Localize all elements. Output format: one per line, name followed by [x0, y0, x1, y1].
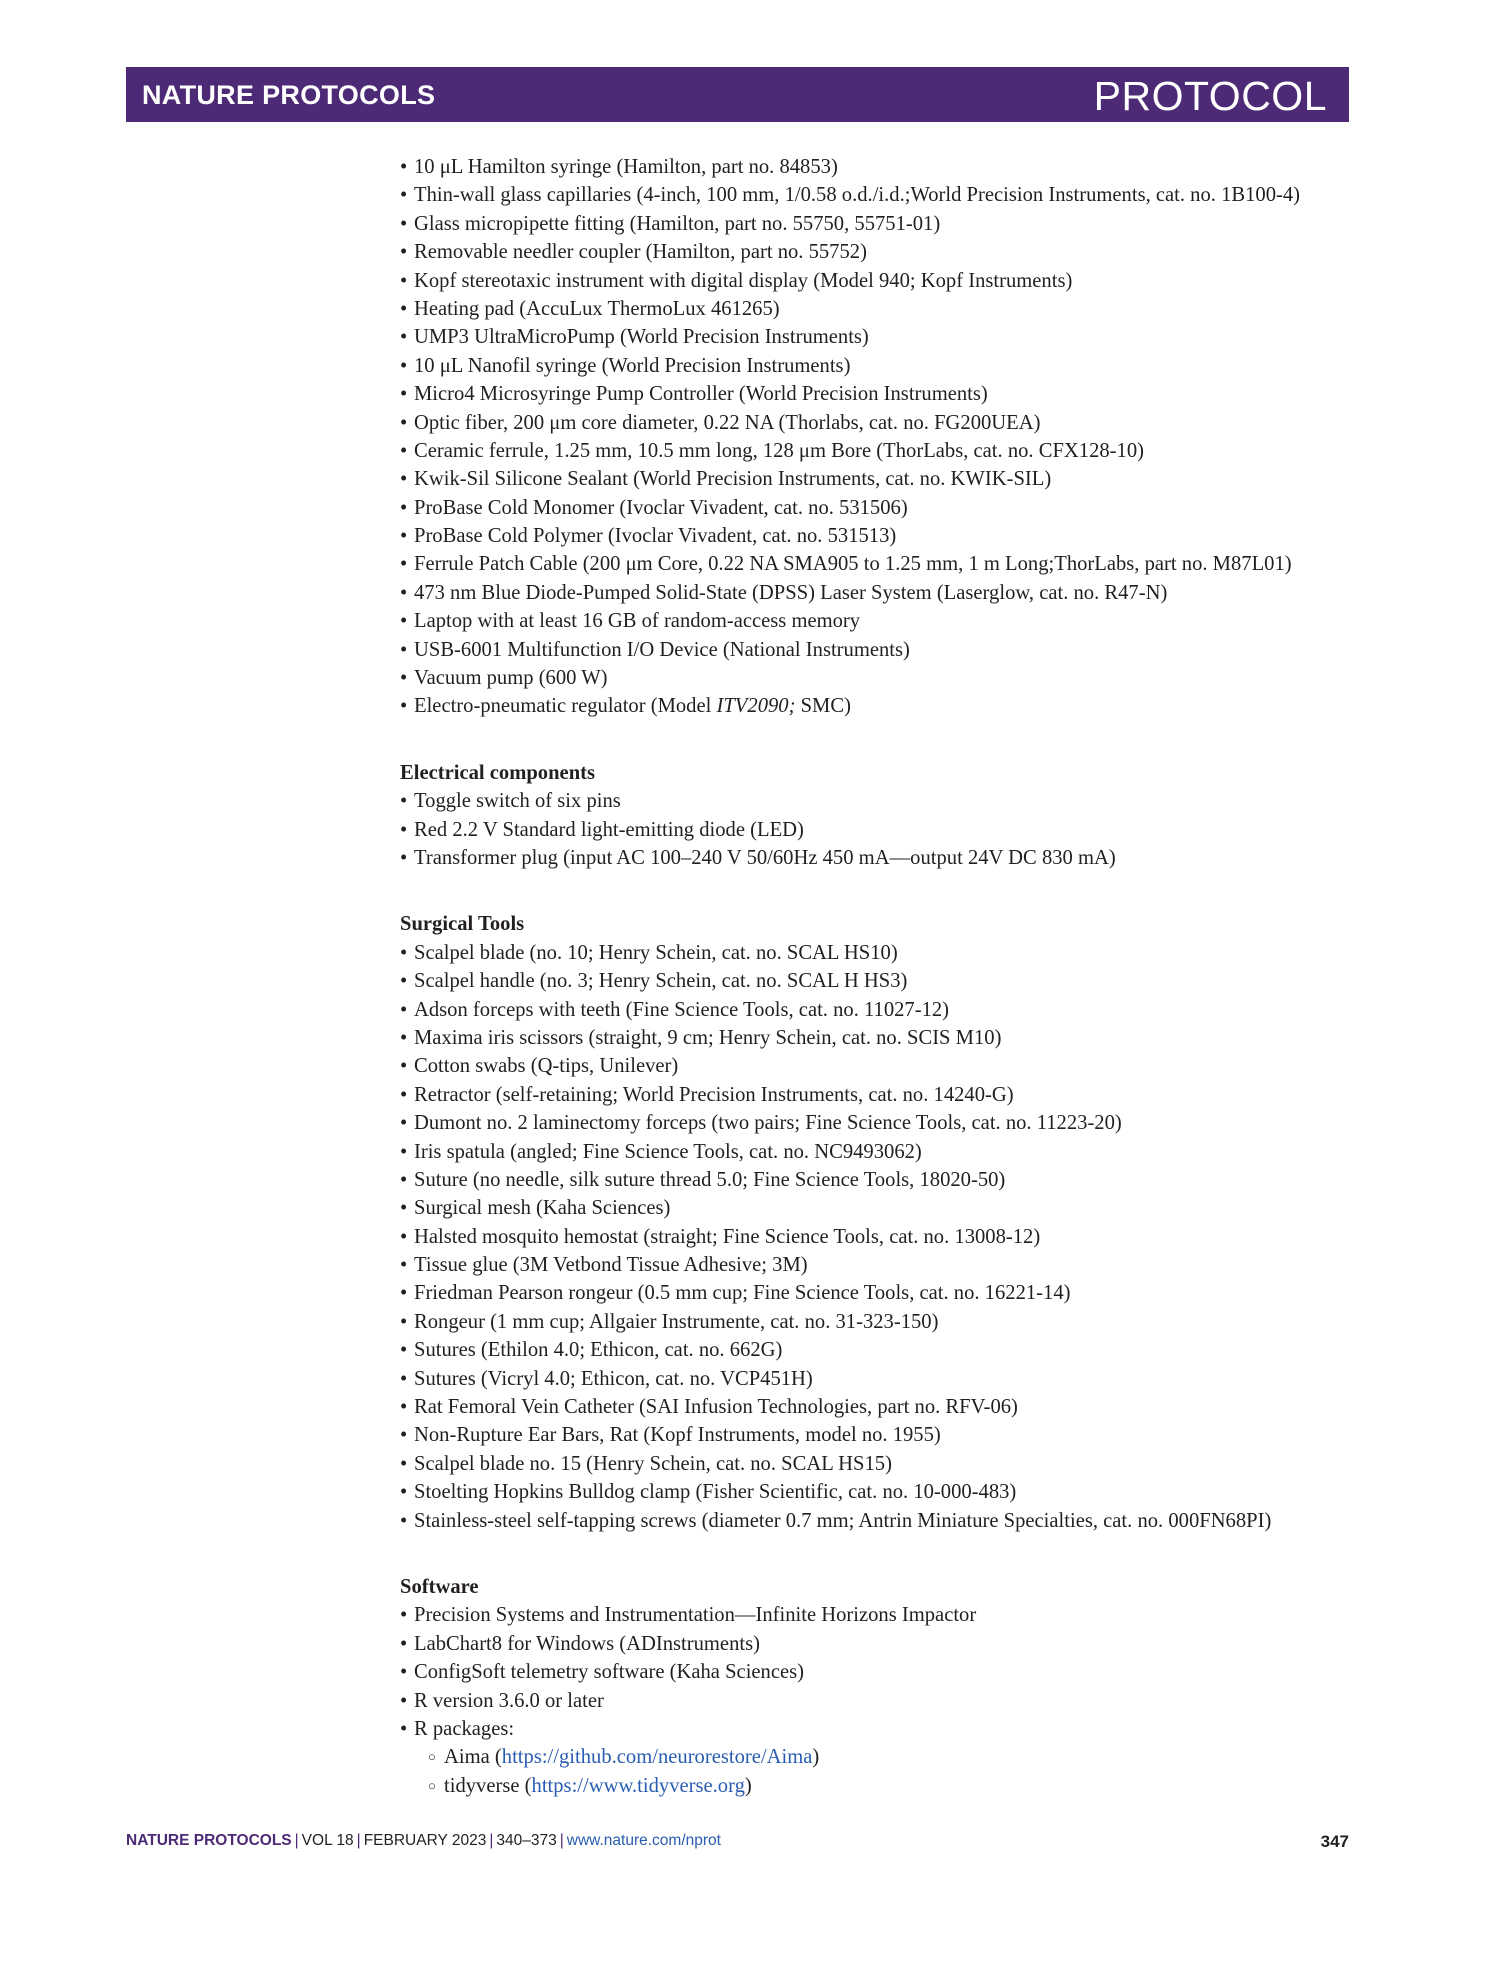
materials-list [400, 153, 1360, 1800]
aima-link[interactable]: https://github.com/neurorestore/Aima [501, 1746, 813, 1769]
list-item: • Non-Rupture Ear Bars, Rat (Kopf Instruments, model no. 1955) [400, 1424, 941, 1447]
list-item: • Red 2.2 V Standard light-emitting diode (LED) [400, 818, 804, 841]
list-item: • Ferrule Patch Cable (200 μm Core, 0.22 NA SMA905 to 1.25 mm, 1 m Long;ThorLabs, part no. M87L01) [400, 553, 1292, 576]
list-item: • Retractor (self-retaining; World Precision Instruments, cat. no. 14240-G) [400, 1083, 1014, 1106]
sub-list-item: ○ tidyverse (https://www.tidyverse.org) [428, 1774, 752, 1797]
electrical-components-section [400, 759, 1360, 873]
tidyverse-link[interactable]: https://www.tidyverse.org [531, 1774, 745, 1797]
list-item: • Cotton swabs (Q-tips, Unilever) [400, 1055, 679, 1078]
list-item: • Maxima iris scissors (straight, 9 cm; Henry Schein, cat. no. SCIS M10) [400, 1026, 1002, 1049]
list-item: • Scalpel blade (no. 10; Henry Schein, cat. no. SCAL HS10) [400, 941, 898, 964]
list-item: • Scalpel handle (no. 3; Henry Schein, cat. no. SCAL H HS3) [400, 970, 908, 993]
list-item: • Suture (no needle, silk suture thread 5.0; Fine Science Tools, 18020-50) [400, 1168, 1006, 1191]
list-item: • 473 nm Blue Diode-Pumped Solid-State (DPSS) Laser System (Laserglow, cat. no. R47-N) [400, 581, 1168, 604]
list-item: • Glass micropipette fitting (Hamilton, part no. 55750, 55751-01) [400, 212, 941, 235]
page-footer: NATURE PROTOCOLS | VOL 18 | FEBRUARY 2023 | 340–373 | www.nature.com/nprot 347 [126, 1832, 1349, 1851]
list-item: • Dumont no. 2 laminectomy forceps (two pairs; Fine Science Tools, cat. no. 11223-20) [400, 1112, 1122, 1135]
list-item: • Sutures (Vicryl 4.0; Ethicon, cat. no. VCP451H) [400, 1367, 813, 1390]
list-item: • LabChart8 for Windows (ADInstruments) [400, 1632, 760, 1655]
list-item: • Transformer plug (input AC 100–240 V 50/60Hz 450 mA—output 24V DC 830 mA) [400, 846, 1116, 869]
list-item: • Tissue glue (3M Vetbond Tissue Adhesive; 3M) [400, 1254, 808, 1277]
list-item: • Ceramic ferrule, 1.25 mm, 10.5 mm long, 128 μm Bore (ThorLabs, cat. no. CFX128-10) [400, 439, 1144, 462]
list-item: • Rongeur (1 mm cup; Allgaier Instrumente, cat. no. 31-323-150) [400, 1310, 939, 1333]
list-item: • Halsted mosquito hemostat (straight; Fine Science Tools, cat. no. 13008-12) [400, 1225, 1041, 1248]
list-item: • Stainless-steel self-tapping screws (diameter 0.7 mm; Antrin Miniature Specialties, cat. no. 000FN68PI) [400, 1509, 1272, 1532]
list-item: • Removable needler coupler (Hamilton, part no. 55752) [400, 241, 867, 264]
list-item: • Micro4 Microsyringe Pump Controller (World Precision Instruments) [400, 383, 988, 406]
list-item: • Scalpel blade no. 15 (Henry Schein, cat. no. SCAL HS15) [400, 1452, 892, 1475]
list-item: • ProBase Cold Monomer (Ivoclar Vivadent, cat. no. 531506) [400, 496, 908, 519]
footer-url[interactable]: www.nature.com/nprot [566, 1832, 721, 1849]
list-item: • Toggle switch of six pins [400, 790, 621, 813]
list-item: • Heating pad (AccuLux ThermoLux 461265) [400, 297, 780, 320]
list-item: • Electro-pneumatic regulator (Model ITV2090; SMC) [400, 695, 851, 718]
list-item: • Precision Systems and Instrumentation—Infinite Horizons Impactor [400, 1604, 977, 1627]
section-heading: Electrical components [400, 761, 596, 784]
surgical-tools-section [400, 910, 1360, 1535]
list-item: • R packages: [400, 1717, 515, 1740]
footer-date: FEBRUARY 2023 [363, 1832, 487, 1849]
list-item: • Kopf stereotaxic instrument with digital display (Model 940; Kopf Instruments) [400, 269, 1073, 292]
list-item: • R version 3.6.0 or later [400, 1689, 604, 1712]
list-item: • Sutures (Ethilon 4.0; Ethicon, cat. no. 662G) [400, 1339, 783, 1362]
section-heading: Surgical Tools [400, 913, 525, 936]
list-item: • Friedman Pearson rongeur (0.5 mm cup; Fine Science Tools, cat. no. 16221-14) [400, 1282, 1071, 1305]
list-item: • Vacuum pump (600 W) [400, 667, 608, 690]
list-item: • Optic fiber, 200 μm core diameter, 0.22 NA (Thorlabs, cat. no. FG200UEA) [400, 411, 1041, 434]
list-item: • ProBase Cold Polymer (Ivoclar Vivadent, cat. no. 531513) [400, 525, 897, 548]
list-item: • Adson forceps with teeth (Fine Science Tools, cat. no. 11027-12) [400, 998, 950, 1021]
sub-list-item: ○ Aima (https://github.com/neurorestore/Aima) [428, 1746, 820, 1769]
footer-journal: NATURE PROTOCOLS [126, 1832, 292, 1849]
list-item: • Iris spatula (angled; Fine Science Tools, cat. no. NC9493062) [400, 1140, 922, 1163]
list-item: • Stoelting Hopkins Bulldog clamp (Fisher Scientific, cat. no. 10-000-483) [400, 1481, 1017, 1504]
list-item: • Laptop with at least 16 GB of random-access memory [400, 610, 861, 633]
journal-name: NATURE PROTOCOLS [142, 80, 436, 110]
list-item: • Rat Femoral Vein Catheter (SAI Infusion Technologies, part no. RFV-06) [400, 1396, 1018, 1419]
footer-volume: VOL 18 [301, 1832, 354, 1849]
list-item: • Kwik-Sil Silicone Sealant (World Precision Instruments, cat. no. KWIK-SIL) [400, 468, 1052, 491]
list-item: • Surgical mesh (Kaha Sciences) [400, 1197, 671, 1220]
list-item: • Thin-wall glass capillaries (4-inch, 100 mm, 1/0.58 o.d./i.d.;World Precision Instruments, cat. no. 1B100-4) [400, 184, 1301, 207]
page-number: 347 [1320, 1832, 1349, 1851]
software-section [400, 1573, 1360, 1800]
footer-pages: 340–373 [496, 1832, 557, 1849]
journal-header-bar [126, 67, 1349, 122]
list-item: • ConfigSoft telemetry software (Kaha Sciences) [400, 1661, 805, 1684]
list-item: • UMP3 UltraMicroPump (World Precision Instruments) [400, 326, 869, 349]
equipment-list [400, 153, 1360, 721]
list-item: • 10 μL Hamilton syringe (Hamilton, part no. 84853) [400, 156, 838, 178]
article-type: PROTOCOL [1093, 73, 1327, 119]
list-item: • 10 μL Nanofil syringe (World Precision Instruments) [400, 354, 851, 377]
section-heading: Software [400, 1575, 479, 1598]
list-item: • USB-6001 Multifunction I/O Device (National Instruments) [400, 638, 910, 661]
